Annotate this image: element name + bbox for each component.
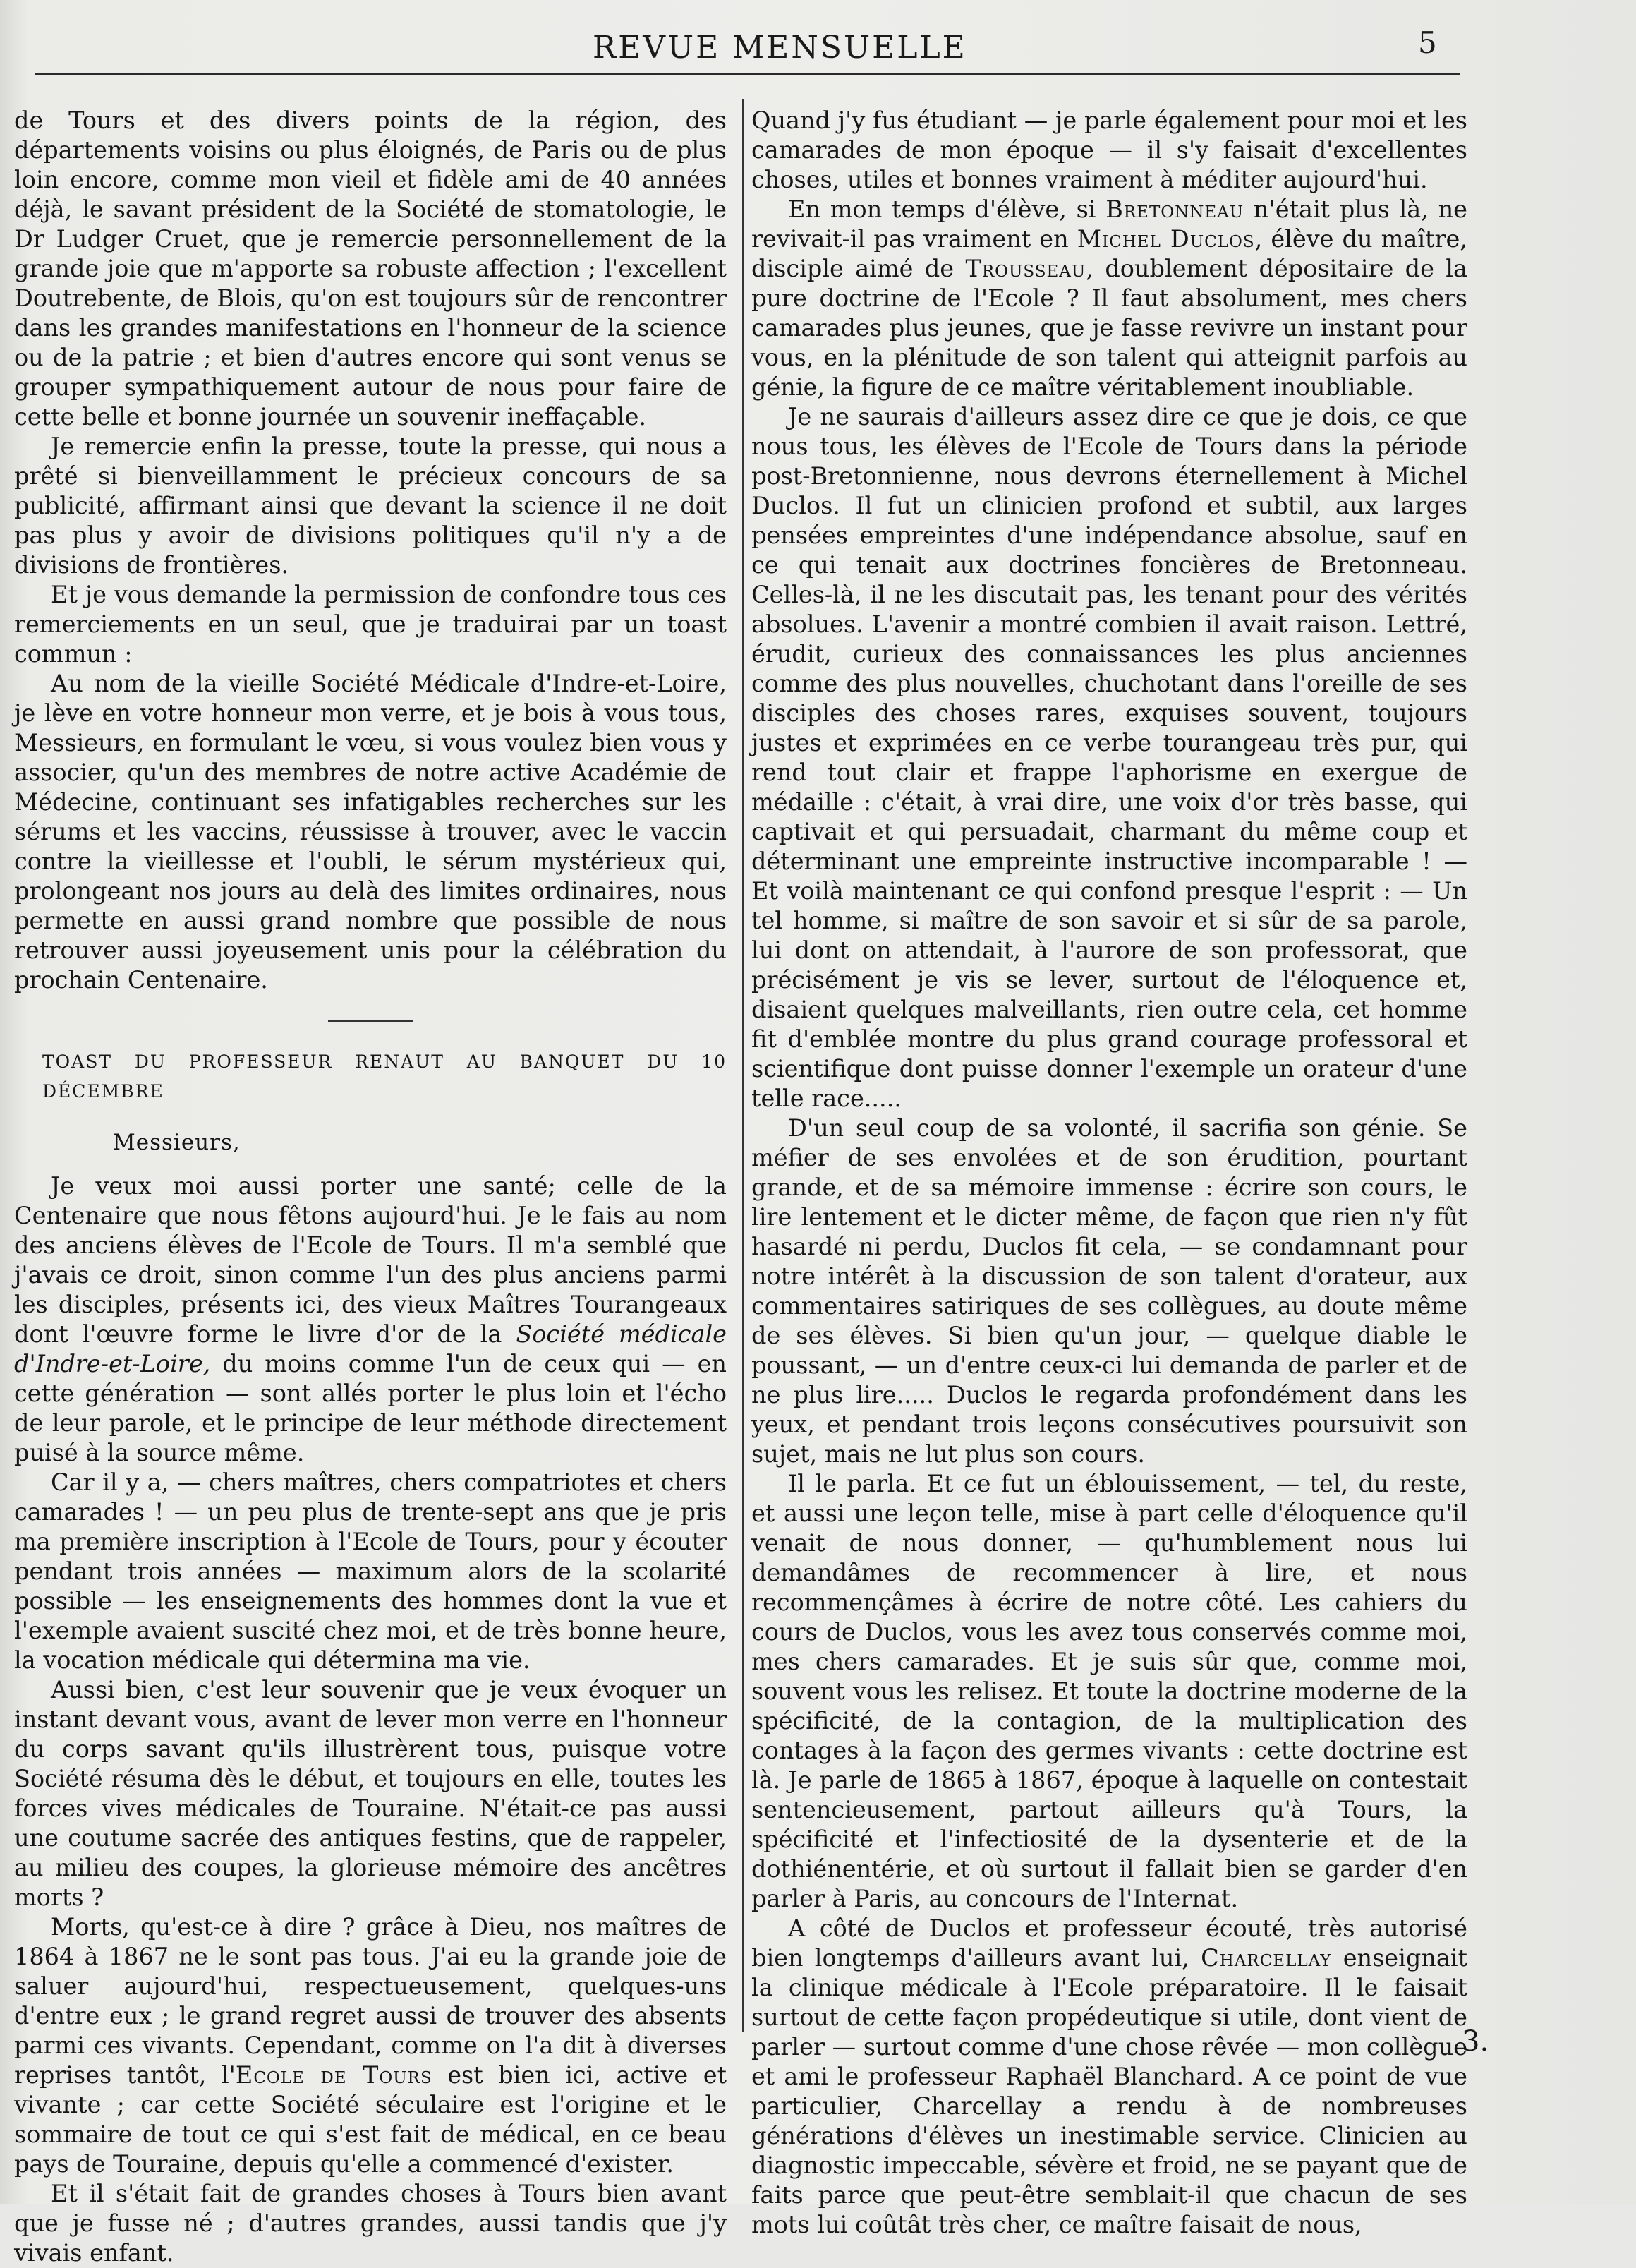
small-caps-text: Charcellay — [1201, 1944, 1332, 1972]
paragraph: Aussi bien, c'est leur souvenir que je veux évoquer un instant devant vous, avant de lever mon verre en l'honneur du corps savant qu'ils illustrèrent tous, puisque votre Société résuma dès le début, et toujours en elle, toutes les forces vives médicales de Touraine. N'était-ce pas aussi une coutume sacrée des antiques festins, que de rappeler, au milieu des coupes, la glorieuse mémoire des ancêtres morts ? — [14, 1676, 727, 1911]
small-caps-text: Trousseau — [965, 255, 1086, 282]
text: enseignait la clinique médicale à l'Ecole préparatoire. Il le faisait surtout de cette façon propédeutique si utile, dont vient de parler — surtout comme d'une chose rêvée — mon collègue et ami le professeur Raphaël Blanchard. A ce point de vue particulier, Charcellay a rendu à de nombreuses générations d'élèves un inestimable service. Clinicien au diagnostic impeccable, sévère et froid, ne se payant que de faits parce que peut-être semblait-il que chacun de ses mots lui coûtât très cher, ce maître faisait de nous, — [751, 1944, 1467, 2238]
salutation: Messieurs, — [113, 1130, 241, 1155]
paragraph: Il le parla. Et ce fut un éblouissement, — tel, du reste, et aussi une leçon telle, mise à part celle d'éloquence qu'il venait de nous donner, — qu'humblement nous lui demandâmes de recommencer à lire, et nous recommençâmes à écrire de notre côté. Les cahiers du cours de Duclos, vous les avez tous conservés comme moi, mes chers camarades. Et je suis sûr que, comme moi, souvent vous les relisez. Et toute la doctrine moderne de la spécificité, de la contagion, de la multiplication des contages à la façon des germes vivants : cette doctrine est là. Je parle de 1865 à 1867, époque à laquelle on contestait sentencieusement, partout ailleurs qu'à Tours, la spécificité et l'infectiosité de la dysenterie et de la dothiénentérie, et où surtout il fallait bien se garder d'en parler à Paris, au concours de l'Internat. — [751, 1470, 1467, 1912]
paragraph: Et il s'était fait de grandes choses à Tours bien avant que je fusse né ; d'autres grandes, aussi tandis que j'y vivais enfant. — [14, 2180, 727, 2267]
paragraph: Et je vous demande la permission de confondre tous ces remerciements en un seul, que je traduirai par un toast commun : — [14, 581, 727, 668]
paragraph — [14, 1171, 727, 1468]
right-column — [751, 106, 1467, 2240]
text: A côté de Duclos et professeur écouté, très autorisé bien longtemps d'ailleurs avant lui, — [751, 1914, 1467, 1972]
running-header — [0, 25, 1636, 71]
section-separator — [328, 1020, 413, 1022]
small-caps-text: Michel Duclos — [1077, 225, 1255, 253]
paragraph: Quand j'y fus étudiant — je parle également pour moi et les camarades de mon époque — il s'y faisait d'excellentes choses, utiles et bonnes vraiment à méditer aujourd'hui. — [751, 107, 1467, 193]
paragraph: Car il y a, — chers maîtres, chers compatriotes et chers camarades ! — un peu plus de trente-sept ans que je pris ma première inscription à l'Ecole de Tours, pour y écouter pendant trois années — maximum alors de la scolarité possible — les enseignements des hommes dont la vue et l'exemple avaient suscité chez moi, et de très bonne heure, la vocation médicale qui détermina ma vie. — [14, 1468, 727, 1674]
section-title: TOAST DU PROFESSEUR RENAUT AU BANQUET DU 10 DÉCEMBRE — [42, 1051, 727, 1102]
text: Morts, qu'est-ce à dire ? grâce à Dieu, nos maîtres de 1864 à 1867 ne le sont pas tous. J'ai eu la grande joie de saluer aujourd'hui, respectueusement, quelques-uns d'entre eux ; le grand regret aussi de trouver des absents parmi ces vivants. Cependant, comme on l'a dit à diverses reprises tantôt, l' — [14, 1913, 727, 2089]
paragraph — [14, 1912, 727, 2179]
text: du moins comme l'un de ceux qui — en cette génération — sont allés porter le plus loin et l'écho de leur parole, et le principe de leur méthode directement puisé à la source même. — [14, 1350, 727, 1466]
small-caps-text: Bretonneau — [1105, 195, 1244, 223]
left-column — [14, 106, 727, 2268]
text: n'était plus là, ne revivait-il pas vraiment en — [751, 195, 1467, 253]
paragraph: de Tours et des divers points de la région, des départements voisins ou plus éloignés, de Paris ou de plus loin encore, comme mon vieil et fidèle ami de 40 années déjà, le savant président de la Société de stomatologie, le Dr Ludger Cruet, que je remercie personnellement de la grande joie que m'apporte sa robuste affection ; l'excellent Doutrebente, de Blois, qu'on est toujours sûr de rencontrer dans les grandes manifestations en l'honneur de la science ou de la patrie ; et bien d'autres encore qui sont venus se grouper sympathiquement autour de nous pour faire de cette belle et bonne journée un souvenir ineffaçable. — [14, 107, 727, 430]
header-rule — [35, 73, 1460, 75]
paragraph: Je ne saurais d'ailleurs assez dire ce que je dois, ce que nous tous, les élèves de l'Ecole de Tours dans la période post-Bretonnienne, nous devrons éternellement à Michel Duclos. Il fut un clinicien profond et subtil, aux larges pensées empreintes d'une indépendance absolue, sauf en ce qui tenait aux doctrines foncières de Bretonneau. Celles-là, il ne les discutait pas, les tenant pour des vérités absolues. L'avenir a montré combien il avait raison. Lettré, érudit, curieux des connaissances les plus anciennes comme des plus nouvelles, chuchotant dans l'oreille de ses disciples des choses rares, exquises souvent, toujours justes et exprimées en ce verbe tourangeau très pur, qui rend tout clair et frappe l'aphorisme en exergue de médaille : c'était, à vrai dire, une voix d'or très basse, qui captivait et qui persuadait, charmant du même coup et déterminant une empreinte instructive incomparable ! — Et voilà maintenant ce qui confond presque l'esprit : — Un tel homme, si maître de son savoir et si sûr de sa parole, lui dont on attendait, à l'aurore de son professorat, que précisément je vis se lever, surtout de l'éloquence et, disaient quelques malveillants, rien outre cela, cet homme fit d'emblée montre du plus grand courage professoral et scientifique dont puisse donner l'exemple un orateur d'une telle race..... — [751, 403, 1467, 1112]
paragraph: D'un seul coup de sa volonté, il sacrifia son génie. Se méfier de ses envolées et de son érudition, pourtant grande, et de sa mémoire immense : écrire son cours, le lire lentement et le dicter même, de façon que rien n'y fût hasardé ni perdu, Duclos fit cela, — se condamnant pour notre intérêt à la discussion de son talent d'orateur, aux commentaires satiriques de ses collègues, au doute même de ses élèves. Si bien qu'un jour, — quelque diable le poussant, — un d'entre ceux-ci lui demanda de parler et de ne plus lire..... Duclos le regarda profondément dans les yeux, et pendant trois leçons consécutives poursuivit son sujet, mais ne lut plus son cours. — [751, 1114, 1467, 1468]
paragraph: Au nom de la vieille Société Médicale d'Indre-et-Loire, je lève en votre honneur mon verre, et je bois à vous tous, Messieurs, en formulant le vœu, si vous voulez bien vous y associer, qu'un des membres de notre active Académie de Médecine, continuant ses infatigables recherches sur les sérums et les vaccins, réussisse à trouver, avec le vaccin contre la vieillesse et l'oubli, le sérum mystérieux qui, prolongeant nos jours au delà des limites ordinaires, nous permette en aussi grand nombre que possible de nous retrouver aussi joyeusement unis pour la célébration du prochain Centenaire. — [14, 670, 727, 994]
text: , élève du maître, disciple aimé de — [751, 225, 1467, 282]
paragraph: Je remercie enfin la presse, toute la presse, qui nous a prêté si bienveillamment le précieux concours de sa publicité, affirmant ainsi que devant la science il ne doit pas plus y avoir de divisions politiques qu'il n'y a de divisions de frontières. — [14, 433, 727, 579]
italic-text: Société médicale d'Indre-et-Loire, — [14, 1320, 727, 1377]
journal-title: REVUE MENSUELLE — [593, 30, 967, 66]
column-divider — [742, 99, 744, 2032]
page-number: 5 — [1418, 25, 1437, 60]
text: , doublement dépositaire de la pure doctrine de l'Ecole ? Il faut absolument, mes chers camarades plus jeunes, que je fasse revivre un instant pour vous, en la plénitude de son talent qui atteignit parfois au génie, la figure de ce maître véritablement inoubliable. — [751, 255, 1467, 401]
paragraph — [751, 1914, 1467, 2240]
signature-mark: 3. — [1462, 2025, 1489, 2058]
text: est bien ici, active et vivante ; car cette Société séculaire est l'origine et le sommaire de tout ce qui s'est fait de médical, en ce beau pays de Touraine, depuis qu'elle a commencé d'exister. — [14, 2061, 727, 2178]
small-caps-text: Ecole de Tours — [235, 2061, 432, 2089]
text: Je veux moi aussi porter une santé; celle de la Centenaire que nous fêtons aujourd'hui. Je le fais au nom des anciens élèves de l'Ecole de Tours. Il m'a semblé que j'avais ce droit, sinon comme l'un des plus anciens parmi les disciples, présents ici, des vieux Maîtres Tourangeaux dont l'œuvre forme le livre d'or de la — [14, 1172, 727, 1348]
text: En mon temps d'élève, si — [788, 195, 1106, 223]
paragraph — [751, 195, 1467, 402]
